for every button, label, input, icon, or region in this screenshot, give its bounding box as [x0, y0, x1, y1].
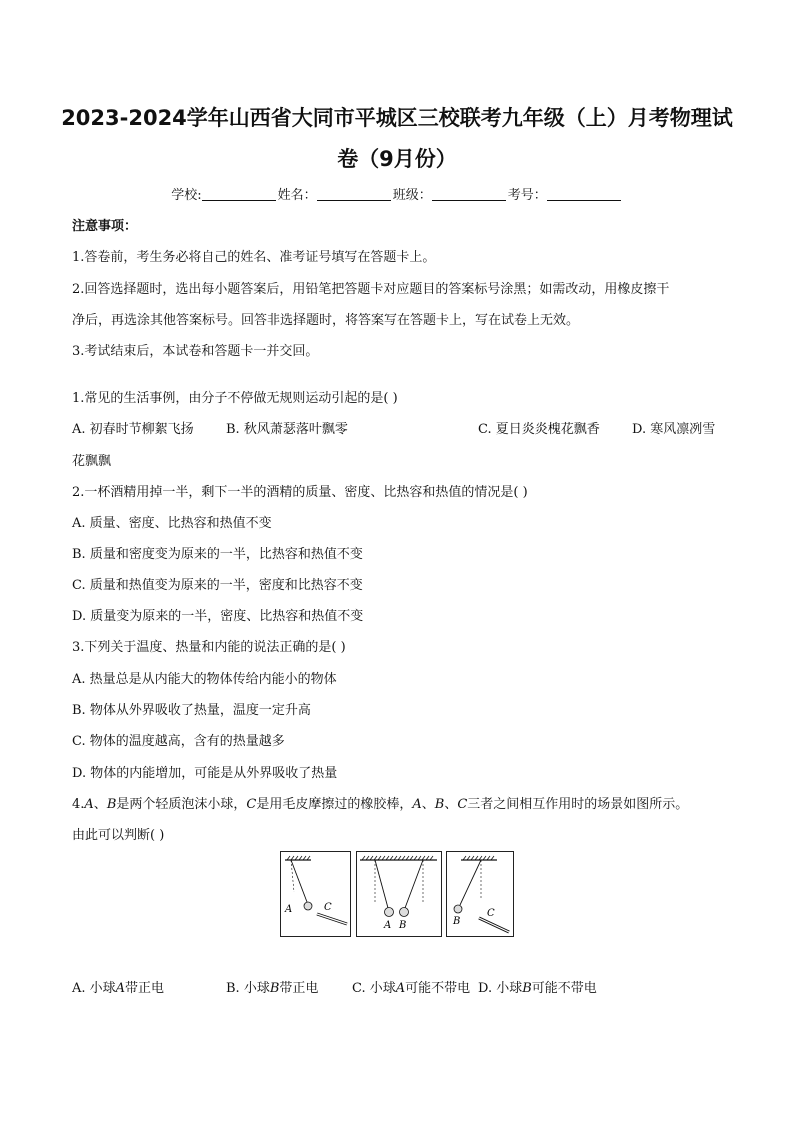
figure-panel-1 [280, 851, 351, 937]
question-2-option-b[interactable]: B. 质量和密度变为原来的一半，比热容和热值不变 [72, 547, 363, 562]
figure-label: B [399, 920, 407, 931]
question-1-option-d[interactable]: D. 寒风凛冽雪 [632, 422, 716, 437]
exam-title-line2: 卷（9月份） [337, 147, 457, 171]
student-info-row [0, 186, 794, 206]
school-blank[interactable] [202, 186, 276, 201]
question-3-option-d[interactable]: D. 物体的内能增加，可能是从外界吸收了热量 [72, 766, 338, 781]
figure-label: C [487, 908, 495, 919]
question-2-stem: 2.一杯酒精用掉一半，剩下一半的酒精的质量、密度、比热容和热值的情况是( ) [72, 485, 528, 500]
question-4-option-d[interactable]: D. 小球B可能不带电 [478, 981, 597, 996]
note-item: 1.答卷前，考生务必将自己的姓名、准考证号填写在答题卡上。 [72, 250, 436, 265]
question-4-stem-line2: 由此可以判断( ) [72, 828, 165, 843]
exam-title-line1: 2023-2024学年山西省大同市平城区三校联考九年级（上）月考物理试 [61, 106, 733, 130]
question-4-stem: 4.A、B是两个轻质泡沫小球，C是用毛皮摩擦过的橡胶棒，A、B、C三者之间相互作用时的场景如图所示。 [72, 797, 689, 812]
class-blank[interactable] [432, 186, 506, 201]
question-3-option-c[interactable]: C. 物体的温度越高，含有的热量越多 [72, 734, 285, 749]
school-label: 学校: [171, 188, 202, 203]
question-2-option-d[interactable]: D. 质量变为原来的一半，密度、比热容和热值不变 [72, 609, 364, 624]
figure-label: B [453, 916, 461, 927]
number-blank[interactable] [547, 186, 621, 201]
figure-panel-2 [356, 851, 442, 937]
figure-label: A [384, 920, 392, 931]
question-4-option-b[interactable]: B. 小球B带正电 [226, 981, 319, 996]
figure-panel-3 [446, 851, 514, 937]
notes-heading: 注意事项： [72, 219, 138, 234]
figure-label: A [285, 904, 293, 915]
question-1-option-d-continuation: 花飘飘 [72, 454, 112, 469]
class-label: 班级： [392, 188, 432, 203]
question-4-option-c[interactable]: C. 小球A可能不带电 [352, 981, 471, 996]
question-3-stem: 3.下列关于温度、热量和内能的说法正确的是( ) [72, 640, 346, 655]
note-item: 2.回答选择题时，选出每小题答案后，用铅笔把答题卡对应题目的答案标号涂黑；如需改动，用橡皮擦干 [72, 282, 670, 297]
question-4-option-a[interactable]: A. 小球A带正电 [72, 981, 165, 996]
question-1-option-c[interactable]: C. 夏日炎炎槐花飘香 [478, 422, 600, 437]
question-3-option-a[interactable]: A. 热量总是从内能大的物体传给内能小的物体 [72, 672, 337, 687]
number-label: 考号： [507, 188, 547, 203]
name-blank[interactable] [317, 186, 391, 201]
question-1-option-a[interactable]: A. 初春时节柳絮飞扬 [72, 422, 194, 437]
question-3-option-b[interactable]: B. 物体从外界吸收了热量，温度一定升高 [72, 703, 311, 718]
question-1-option-b[interactable]: B. 秋风萧瑟落叶飘零 [226, 422, 348, 437]
question-1-stem: 1.常见的生活事例，由分子不停做无规则运动引起的是( ) [72, 391, 398, 406]
name-label: 姓名： [277, 188, 317, 203]
question-2-option-c[interactable]: C. 质量和热值变为原来的一半，密度和比热容不变 [72, 578, 363, 593]
figure-label: C [324, 902, 332, 913]
note-item: 净后，再选涂其他答案标号。回答非选择题时，将答案写在答题卡上，写在试卷上无效。 [72, 313, 580, 328]
question-2-option-a[interactable]: A. 质量、密度、比热容和热值不变 [72, 516, 272, 531]
note-item: 3.考试结束后，本试卷和答题卡一并交回。 [72, 344, 319, 359]
